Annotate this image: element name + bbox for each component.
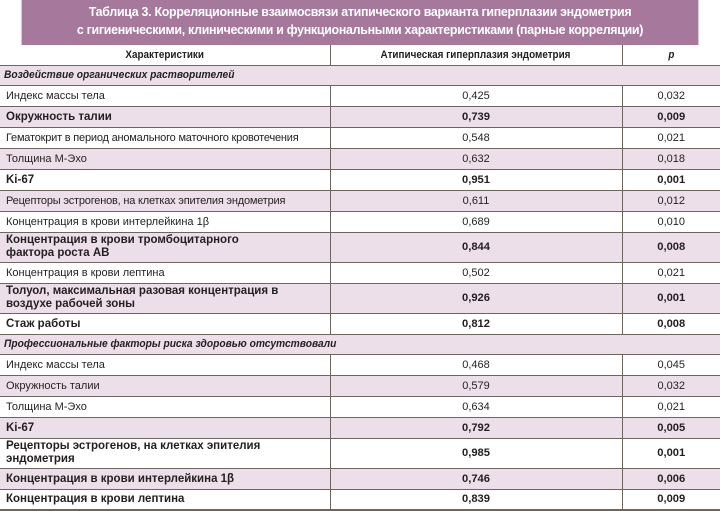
column-header-characteristics: Характеристики	[125, 48, 205, 61]
row-correlation-value: 0,844	[330, 232, 622, 262]
row-p-value: 0,021	[622, 262, 720, 283]
correlation-table	[0, 45, 720, 511]
row-characteristic: Индекс массы тела	[0, 85, 330, 106]
table-caption	[22, 0, 699, 45]
row-characteristic: Окружность талии	[0, 375, 330, 396]
row-correlation-value: 0,812	[330, 313, 622, 334]
table-row	[0, 489, 720, 510]
column-header-atypical-hyperplasia: Атипическая гиперплазия эндометрия	[330, 45, 622, 65]
table-header-row	[0, 45, 720, 65]
row-p-value: 0,001	[622, 283, 720, 313]
row-p-value: 0,021	[622, 396, 720, 417]
row-characteristic: Рецепторы эстрогенов, на клетках эпителия эндометрия	[0, 190, 330, 211]
table-row	[0, 190, 720, 211]
row-correlation-value: 0,746	[330, 468, 622, 489]
row-p-value: 0,001	[622, 169, 720, 190]
table-row	[0, 127, 720, 148]
row-characteristic: Окружность талии	[0, 106, 330, 127]
row-characteristic: Концентрация в крови тромбоцитарного фактора роста АВ	[0, 232, 330, 262]
row-p-value: 0,009	[622, 106, 720, 127]
row-correlation-value: 0,548	[330, 127, 622, 148]
row-correlation-value: 0,926	[330, 283, 622, 313]
row-p-value: 0,005	[622, 417, 720, 438]
row-p-value: 0,009	[622, 489, 720, 510]
row-correlation-value: 0,951	[330, 169, 622, 190]
row-p-value: 0,010	[622, 211, 720, 232]
section-title: Воздействие органических растворителей	[0, 65, 720, 85]
row-p-value: 0,045	[622, 354, 720, 375]
row-characteristic: Индекс массы тела	[0, 354, 330, 375]
row-p-value: 0,006	[622, 468, 720, 489]
row-p-value: 0,008	[622, 232, 720, 262]
row-correlation-value: 0,839	[330, 489, 622, 510]
row-characteristic: Концентрация в крови лептина	[0, 262, 330, 283]
row-characteristic: Толщина М-Эхо	[0, 148, 330, 169]
row-characteristic: Гематокрит в период аномального маточного кровотечения	[0, 127, 330, 148]
table-caption-line-2: с гигиеническими, клиническими и функциональными характеристиками (парные корреляции)	[76, 22, 644, 37]
table-row	[0, 313, 720, 334]
table-row	[0, 375, 720, 396]
row-characteristic: Рецепторы эстрогенов, на клетках эпителия эндометрия	[0, 438, 330, 468]
table-row	[0, 85, 720, 106]
row-correlation-value: 0,611	[330, 190, 622, 211]
table-row	[0, 283, 720, 313]
row-p-value: 0,018	[622, 148, 720, 169]
row-correlation-value: 0,634	[330, 396, 622, 417]
row-p-value: 0,032	[622, 85, 720, 106]
row-correlation-value: 0,468	[330, 354, 622, 375]
row-correlation-value: 0,792	[330, 417, 622, 438]
row-correlation-value: 0,502	[330, 262, 622, 283]
row-p-value: 0,008	[622, 313, 720, 334]
table-row	[0, 438, 720, 468]
row-correlation-value: 0,425	[330, 85, 622, 106]
table-row	[0, 169, 720, 190]
table-row	[0, 354, 720, 375]
table-row	[0, 148, 720, 169]
row-characteristic: Толщина М-Эхо	[0, 396, 330, 417]
table-row	[0, 396, 720, 417]
table-row	[0, 211, 720, 232]
column-header-p: p	[622, 45, 720, 65]
row-correlation-value: 0,985	[330, 438, 622, 468]
table-caption-line-1: Таблица 3. Корреляционные взаимосвязи атипического варианта гиперплазии эндометрия	[88, 4, 632, 19]
section-header-no-occupational-risk	[0, 334, 720, 354]
row-characteristic: Ki-67	[0, 417, 330, 438]
row-p-value: 0,021	[622, 127, 720, 148]
table-row	[0, 106, 720, 127]
row-p-value: 0,012	[622, 190, 720, 211]
table-row	[0, 262, 720, 283]
row-correlation-value: 0,632	[330, 148, 622, 169]
row-correlation-value: 0,689	[330, 211, 622, 232]
table-row	[0, 232, 720, 262]
row-p-value: 0,032	[622, 375, 720, 396]
section-title: Профессиональные факторы риска здоровью отсутствовали	[0, 334, 720, 354]
row-characteristic: Ki-67	[0, 169, 330, 190]
row-correlation-value: 0,739	[330, 106, 622, 127]
row-characteristic: Концентрация в крови лептина	[0, 489, 330, 510]
section-header-organic-solvents	[0, 65, 720, 85]
table-row	[0, 417, 720, 438]
row-characteristic: Концентрация в крови интерлейкина 1β	[0, 468, 330, 489]
row-correlation-value: 0,579	[330, 375, 622, 396]
row-p-value: 0,001	[622, 438, 720, 468]
row-characteristic: Концентрация в крови интерлейкина 1β	[0, 211, 330, 232]
row-characteristic: Стаж работы	[0, 313, 330, 334]
row-characteristic: Толуол, максимальная разовая концентрация в воздухе рабочей зоны	[0, 283, 330, 313]
table-row	[0, 468, 720, 489]
